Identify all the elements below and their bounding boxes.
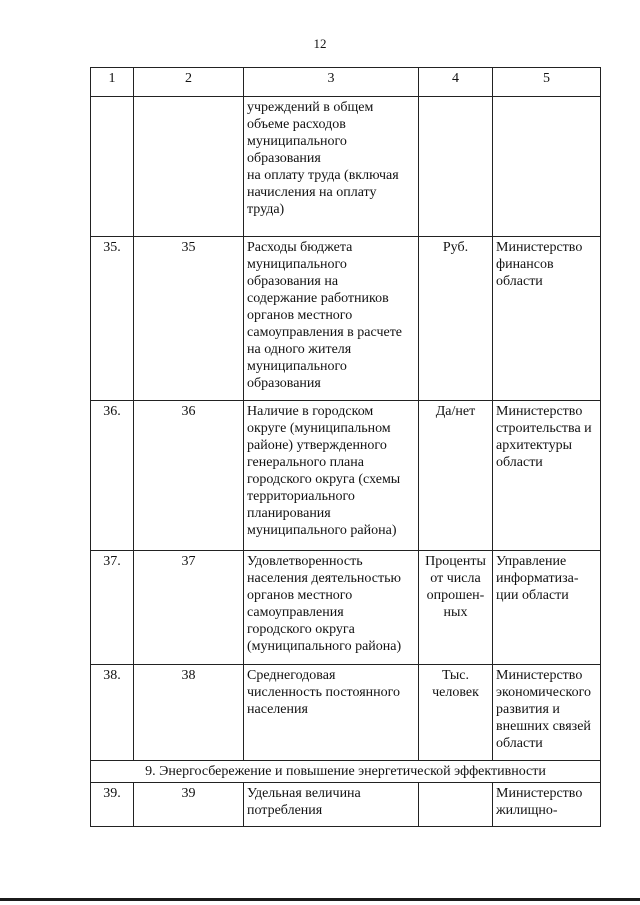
- row-number: 36.: [91, 401, 134, 551]
- row-indicator: Среднегодовая численность постоянного населения: [244, 665, 419, 761]
- header-cell: 4: [419, 68, 493, 97]
- header-cell: 2: [134, 68, 244, 97]
- row-number: 38.: [91, 665, 134, 761]
- row-unit: Руб.: [419, 237, 493, 401]
- row-code: 39: [134, 783, 244, 827]
- row-code: [134, 97, 244, 237]
- header-cell: 5: [493, 68, 601, 97]
- row-indicator: Расходы бюджета муниципального образования на содержание работников органов местного самоуправления в расчете на одного жителя муниципального образования: [244, 237, 419, 401]
- row-unit: Тыс. человек: [419, 665, 493, 761]
- row-responsible: Управление информатиза- ции области: [493, 551, 601, 665]
- page-number: 12: [313, 36, 327, 51]
- row-code: 37: [134, 551, 244, 665]
- table-row: [91, 97, 601, 237]
- row-unit: [419, 783, 493, 827]
- row-responsible: Министерство жилищно-: [493, 783, 601, 827]
- row-unit: Да/нет: [419, 401, 493, 551]
- row-responsible: Министерство экономического развития и внешних связей области: [493, 665, 601, 761]
- row-code: 36: [134, 401, 244, 551]
- row-code: 35: [134, 237, 244, 401]
- row-number: 37.: [91, 551, 134, 665]
- section-title: 9. Энергосбережение и повышение энергетической эффективности: [91, 761, 601, 783]
- table-row: [91, 401, 601, 551]
- row-number: 39.: [91, 783, 134, 827]
- scan-edge-line: [0, 898, 640, 901]
- row-unit: Проценты от числа опрошен- ных: [419, 551, 493, 665]
- table-row: [91, 551, 601, 665]
- row-indicator: учреждений в общем объеме расходов муниципального образования на оплату труда (включая начисления на оплату труда): [244, 97, 419, 237]
- row-responsible: Министерство строительства и архитектуры области: [493, 401, 601, 551]
- table-row: [91, 237, 601, 401]
- row-number: [91, 97, 134, 237]
- header-cell: 3: [244, 68, 419, 97]
- row-number: 35.: [91, 237, 134, 401]
- row-indicator: Удовлетворенность населения деятельностью органов местного самоуправления городского округа (муниципального района): [244, 551, 419, 665]
- row-unit: [419, 97, 493, 237]
- table-row: [91, 665, 601, 761]
- table-header-row: [91, 68, 601, 97]
- row-code: 38: [134, 665, 244, 761]
- indicators-table: [90, 67, 601, 827]
- row-responsible: [493, 97, 601, 237]
- row-responsible: Министерство финансов области: [493, 237, 601, 401]
- table-row: [91, 783, 601, 827]
- section-row: [91, 761, 601, 783]
- row-indicator: Удельная величина потребления: [244, 783, 419, 827]
- row-indicator: Наличие в городском округе (муниципальном районе) утвержденного генерального плана городского округа (схемы территориального планирования муниципального района): [244, 401, 419, 551]
- header-cell: 1: [91, 68, 134, 97]
